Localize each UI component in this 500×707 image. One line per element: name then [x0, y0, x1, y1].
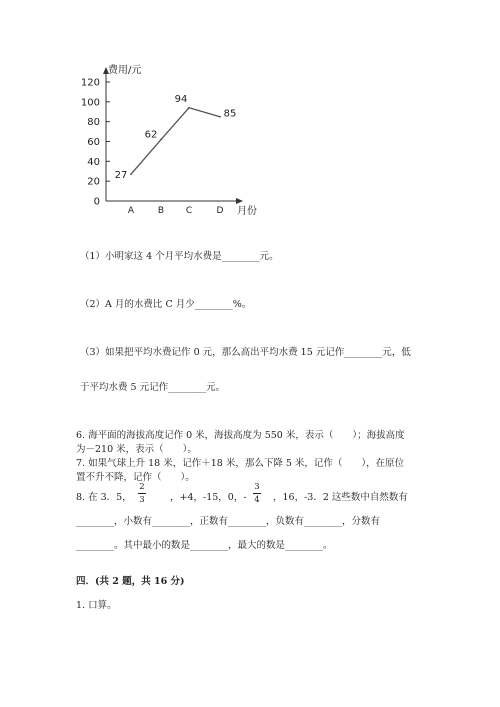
- x-tick-label: A: [127, 206, 135, 216]
- question-3-line-2: 于平均水费 5 元记作________元。: [80, 382, 226, 393]
- fraction-numerator: 2: [139, 482, 145, 492]
- data-point: [219, 116, 221, 118]
- fraction-two-thirds: [138, 482, 146, 505]
- y-tick-label: 100: [80, 97, 100, 109]
- fraction-numerator: 3: [254, 482, 260, 492]
- fraction-three-quarters: [253, 482, 261, 505]
- data-point: [130, 173, 132, 175]
- question-7-line-2: 置不升不降，记作（ ）。: [76, 472, 195, 483]
- question-1: （1）小明家这 4 个月平均水费是________元。: [80, 251, 279, 262]
- question-3-line-1: （3）如果把平均水费记作 0 元，那么高出平均水费 15 元记作________元，低: [80, 347, 411, 358]
- question-7-line-1: 7. 如果气球上升 18 米，记作＋18 米，那么下降 5 米，记作（ ），在原位: [76, 458, 405, 469]
- data-label: 85: [223, 108, 237, 120]
- y-tick-label: 40: [87, 156, 100, 168]
- data-point: [160, 139, 162, 141]
- section-item-1: 1. 口算。: [76, 600, 117, 611]
- y-tick-label: 0: [93, 196, 100, 208]
- fraction-denominator: 4: [254, 495, 260, 505]
- question-8-segment-3: ，16，-3．2 这些数中自然数有: [273, 492, 408, 503]
- question-8-segment-1: 8. 在 3．5，: [76, 492, 132, 503]
- data-label: 27: [114, 170, 128, 182]
- water-fee-line-chart: [0, 0, 500, 230]
- x-tick-label: D: [216, 206, 224, 216]
- x-tick-label: C: [185, 206, 193, 216]
- y-tick-label: 120: [80, 77, 100, 89]
- y-tick-label: 60: [87, 137, 100, 148]
- question-6-line-2: 为－210 米，表示（ ）。: [76, 444, 197, 455]
- fraction-denominator: 3: [139, 495, 145, 505]
- question-8-line-2: ________，小数有________，正数有________，负数有________，分数有: [76, 516, 381, 527]
- y-axis-title: 费用/元: [108, 65, 142, 76]
- question-6-line-1: 6. 海平面的海拔高度记作 0 米，海拔高度为 550 米，表示（ ）；海拔高度: [76, 430, 405, 441]
- question-8-line-3: ________。其中最小的数是________，最大的数是________。: [76, 540, 333, 551]
- data-label: 62: [144, 129, 158, 141]
- fraction-bar: [138, 493, 146, 494]
- series-line: [131, 108, 220, 174]
- data-label: 94: [174, 93, 188, 105]
- y-tick-label: 20: [87, 176, 100, 188]
- data-point: [188, 107, 190, 109]
- x-tick-label: B: [157, 206, 165, 216]
- x-axis-title: 月份: [237, 206, 257, 217]
- question-8-segment-2: ，+4，-15，0，-: [170, 492, 247, 503]
- y-tick-label: 80: [87, 117, 100, 129]
- section-heading: 四．(共 2 题，共 16 分): [76, 576, 185, 587]
- question-2: （2）A 月的水费比 C 月少________%。: [80, 299, 252, 310]
- fraction-bar: [253, 493, 261, 494]
- x-axis-arrow-icon: [236, 198, 243, 204]
